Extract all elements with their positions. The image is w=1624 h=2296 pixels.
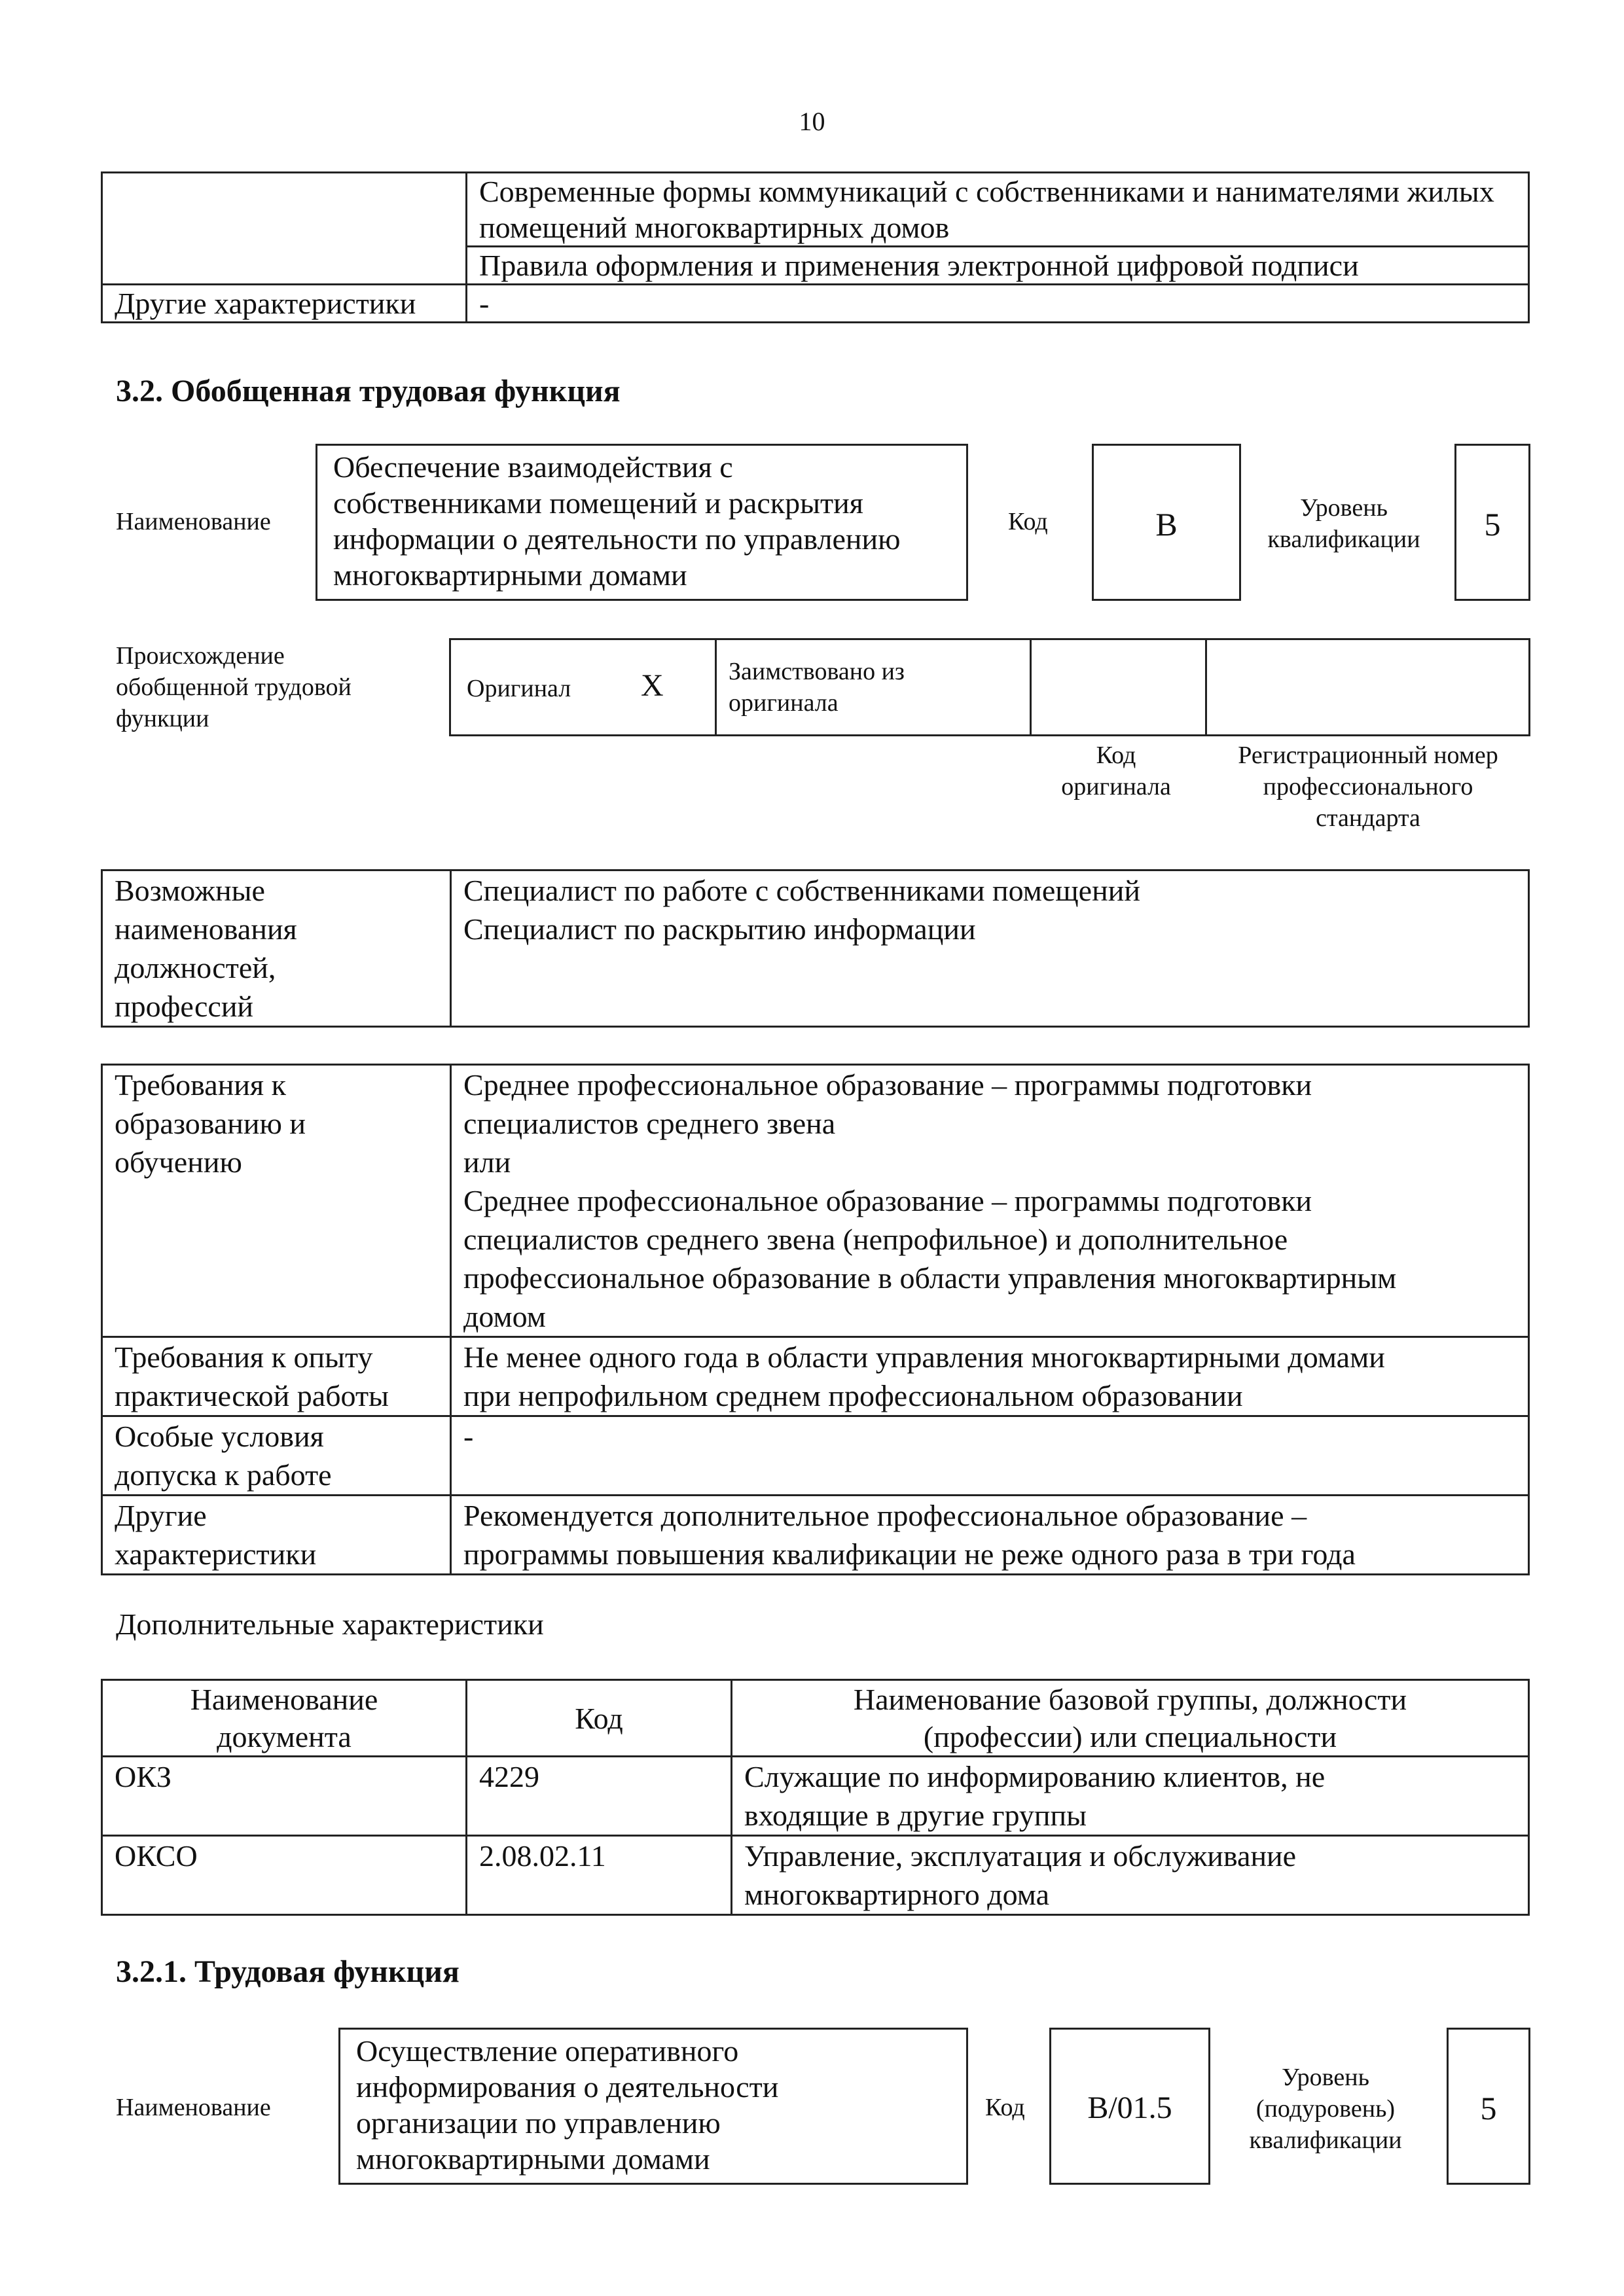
top-table-row2: Правила оформления и применения электронной цифровой подписи xyxy=(467,247,1529,285)
other-characteristics-value: - xyxy=(467,285,1529,323)
header-name: Наименование базовой группы, должности (профессии) или специальности xyxy=(732,1680,1529,1757)
generalized-function-name: Обеспечение взаимодействия с собственниками помещений и раскрытия информации о деятельности по управлению многоквартирными домами xyxy=(316,444,968,601)
requirement-value: Рекомендуется дополнительное профессиональное образование – программы повышения квалификации не реже одного раза в три года xyxy=(451,1496,1529,1575)
requirement-value: Среднее профессиональное образование – программы подготовки специалистов среднего звена или Среднее профессиональное образование – программы подготовки специалистов среднего звена (непрофильное) и дополнительное профессиональное образование в области управления многоквартирным домом xyxy=(451,1065,1529,1337)
borrowed-label: Заимствовано из оригинала xyxy=(729,658,905,717)
code-label: Код xyxy=(1008,508,1048,535)
doc-cell: ОКЗ xyxy=(102,1757,467,1836)
original-label: Оригинал xyxy=(467,675,571,702)
function-level-value: 5 xyxy=(1447,2028,1530,2185)
positions-value: Специалист по работе с собственниками помещений Специалист по раскрытию информации xyxy=(451,870,1529,1027)
function-name-label: Наименование xyxy=(116,2094,271,2121)
registration-number-caption: Регистрационный номер профессионального стандарта xyxy=(1238,742,1498,832)
additional-table xyxy=(101,1679,1530,1916)
code-cell: 4229 xyxy=(467,1757,732,1836)
top-table-row1: Современные формы коммуникаций с собственниками и нанимателями жилых помещений многоквартирных домов xyxy=(467,173,1529,247)
function-code-value: B/01.5 xyxy=(1049,2028,1210,2185)
name-cell: Служащие по информированию клиентов, не входящие в другие группы xyxy=(732,1757,1529,1836)
requirement-row xyxy=(102,1337,1529,1416)
level-label: Уровень квалификации xyxy=(1267,494,1420,553)
other-characteristics-label: Другие характеристики xyxy=(102,285,467,323)
additional-characteristics-title: Дополнительные характеристики xyxy=(116,1607,544,1641)
section-3-2-heading: 3.2. Обобщенная трудовая функция xyxy=(116,374,621,408)
origin-label: Происхождение обобщенной трудовой функции xyxy=(116,642,352,732)
code-original-caption: Код оригинала xyxy=(1061,742,1171,800)
additional-row xyxy=(102,1757,1529,1836)
function-code-label: Код xyxy=(985,2094,1025,2121)
requirement-label: Другие характеристики xyxy=(102,1496,451,1575)
requirement-value: - xyxy=(451,1416,1529,1496)
positions-label: Возможные наименования должностей, профессий xyxy=(102,870,451,1027)
code-value: B xyxy=(1092,444,1241,601)
additional-row xyxy=(102,1836,1529,1915)
doc-cell: ОКСО xyxy=(102,1836,467,1915)
section-3-2-1-heading: 3.2.1. Трудовая функция xyxy=(116,1954,460,1989)
requirement-label: Требования к опыту практической работы xyxy=(102,1337,451,1416)
requirement-value: Не менее одного года в области управления многоквартирными домами при непрофильном среднем профессиональном образовании xyxy=(451,1337,1529,1416)
top-table xyxy=(101,171,1530,323)
requirement-row xyxy=(102,1065,1529,1337)
name-cell: Управление, эксплуатация и обслуживание многоквартирного дома xyxy=(732,1836,1529,1915)
function-level-label: Уровень (подуровень) квалификации xyxy=(1249,2064,1402,2154)
requirements-table xyxy=(101,1064,1530,1575)
labor-function-name: Осуществление оперативного информирования о деятельности организации по управлению многоквартирными домами xyxy=(338,2028,968,2185)
original-mark: X xyxy=(641,668,664,703)
requirement-label: Требования к образованию и обучению xyxy=(102,1065,451,1337)
requirement-label: Особые условия допуска к работе xyxy=(102,1416,451,1496)
origin-box xyxy=(449,638,1530,736)
additional-header-row xyxy=(102,1680,1529,1757)
positions-table xyxy=(101,869,1530,1028)
page-number: 10 xyxy=(799,107,825,136)
requirement-row xyxy=(102,1416,1529,1496)
header-code: Код xyxy=(467,1680,732,1757)
requirement-row xyxy=(102,1496,1529,1575)
header-document: Наименование документа xyxy=(102,1680,467,1757)
level-value: 5 xyxy=(1454,444,1530,601)
code-cell: 2.08.02.11 xyxy=(467,1836,732,1915)
name-label: Наименование xyxy=(116,508,271,535)
